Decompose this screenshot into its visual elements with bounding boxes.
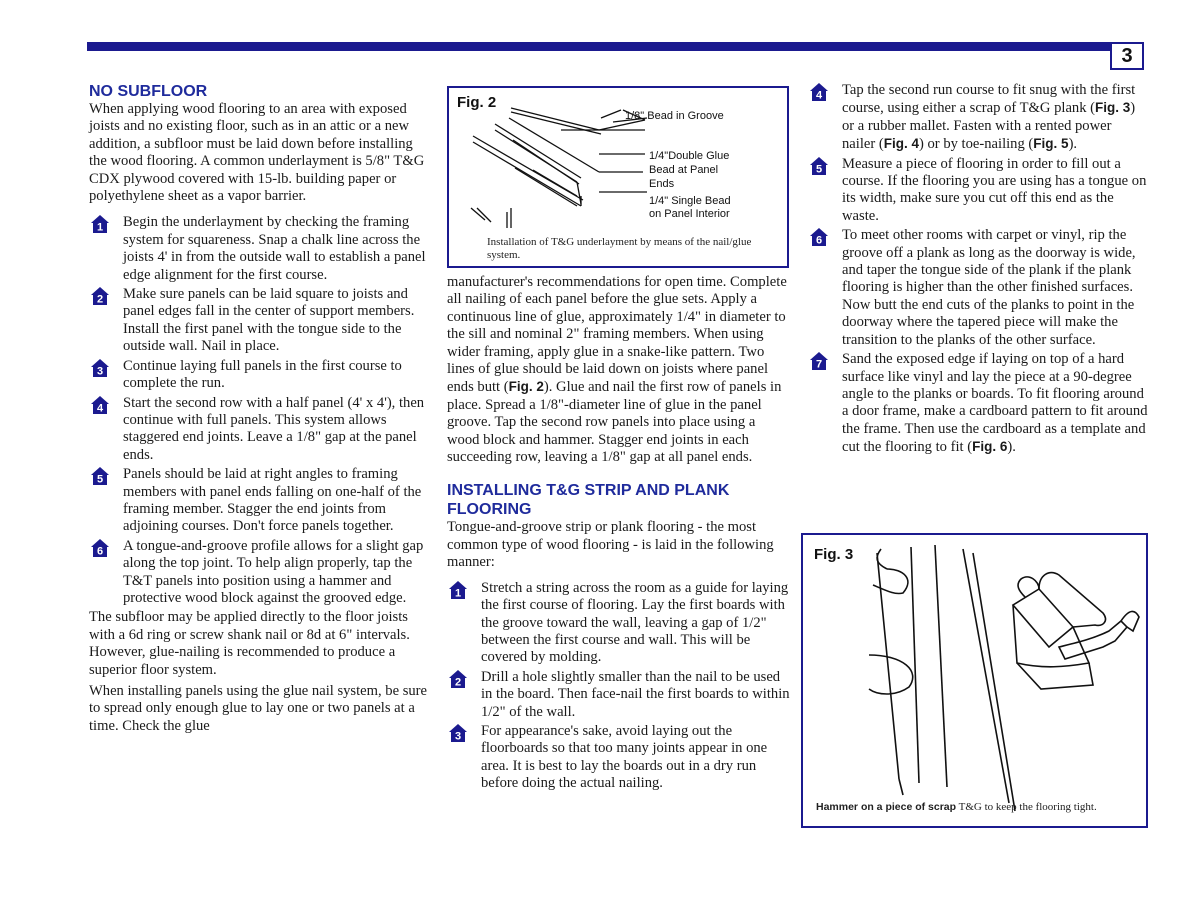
heading-installing-tg: INSTALLING T&G STRIP AND PLANK FLOORING (447, 482, 730, 519)
svg-text:6: 6 (815, 234, 823, 247)
fig-3-reference: Fig. 3 (1095, 100, 1131, 116)
figure-3 (801, 533, 1148, 828)
fig-6-reference: Fig. 6 (972, 439, 1008, 455)
step-2 (447, 669, 790, 721)
column-subfloor (89, 82, 429, 739)
house-number-icon (90, 358, 110, 383)
figure-2-label: Fig. 2 (457, 94, 497, 111)
fig-5-reference: Fig. 5 (1033, 136, 1069, 152)
house-number-icon (809, 351, 829, 376)
step-4 (808, 82, 1148, 154)
house-number-icon (448, 723, 468, 748)
installing-steps (447, 580, 790, 793)
svg-text:2: 2 (454, 676, 462, 689)
svg-text:3: 3 (96, 365, 104, 378)
callout-double-glue-2: Bead at Panel (649, 164, 719, 176)
subfloor-steps (89, 214, 429, 607)
step-text: Make sure panels can be laid square to joists and panel edges fall in the center of support members. Install the first panel with the tongue side to the outside wall. Nail in place. (123, 286, 415, 355)
step-text: Continue laying full panels in the first course to complete the run. (123, 357, 402, 392)
step-text: Drill a hole slightly smaller than the nail to be used in the board. Then face-nail the first boards to within 1/2" of the wall. (481, 668, 790, 720)
header-rule (87, 42, 1110, 51)
step-5-text: Measure a piece of flooring in order to fill out a course. If the flooring you are using has a tongue on its width, make sure you cut off this end as the waste. (842, 155, 1147, 224)
svg-text:4: 4 (96, 402, 104, 414)
callout-single-bead-2: on Panel Interior (649, 208, 730, 220)
step-text: Stretch a string across the room as a guide for laying the first course of flooring. Lay the first boards with the groove toward the wall, leaving a gap of 1/2" between the first course and wall. This will be covered by molding. (481, 579, 789, 666)
step-text: For appearance's sake, avoid laying out the floorboards so that too many joints appear in one area. It is best to lay the boards out in a dry run before doing the actual nailing. (481, 722, 768, 792)
heading-no-subfloor: NO SUBFLOOR (89, 83, 208, 100)
callout-double-glue-1: 1/4"Double Glue (649, 150, 730, 162)
step-4-text-2: ) or a rubber mallet. Fasten with a rented power nailer ( (842, 100, 1136, 153)
house-number-icon (809, 227, 829, 252)
svg-text:5: 5 (815, 163, 823, 176)
hammer-scrap-illustration (803, 535, 1146, 826)
glue-paragraph (447, 274, 790, 466)
svg-text:2: 2 (96, 293, 104, 306)
house-number-icon (90, 395, 110, 420)
subfloor-paragraph-1: The subfloor may be applied directly to the floor joists with a 6d ring or screw shank nail or 8d at 6" intervals. However, glue-nailing is recommended to produce a superior floor system. (89, 609, 410, 678)
house-number-icon (90, 466, 110, 491)
subfloor-intro: When applying wood flooring to an area with exposed joists and no existing floor, such as in an attic or a new addition, a subfloor must be laid down before installing the wood flooring. A common underlayment is 5/8" T&G CDX plywood covered with 15-lb. building paper or polyethylene sheet as a vapor barrier. (89, 101, 425, 205)
figure-2-caption: Installation of T&G underlayment by means of the nail/glue system. (487, 236, 752, 261)
step-text: Begin the underlayment by checking the framing system for squareness. Snap a chalk line across the joists 4' in from the outside wall to establish a panel edge alignment for the first course. (123, 214, 426, 283)
step-3 (89, 358, 429, 393)
step-5 (808, 156, 1148, 226)
callout-bead-in-groove: 1/8" Bead in Groove (625, 110, 724, 122)
step-4-text-1: Tap the second run course to fit snug with the first course, using either a scrap of T&G plank ( (842, 82, 1136, 117)
svg-text:7: 7 (815, 358, 823, 371)
svg-text:4: 4 (815, 89, 823, 102)
fig-2-reference: Fig. 2 (508, 379, 544, 395)
column-installing (447, 274, 790, 795)
house-number-icon (448, 669, 468, 694)
step-1 (447, 580, 790, 667)
step-6-text: To meet other rooms with carpet or vinyl, rip the groove off a plank as long as the doorway is wide, and taper the tongue side of the plank if the plank flooring is higher than the other finished surfaces. Now butt the end cuts of the planks to point in the doorway where the tapered piece will make the transition to the planks of the other surface. (842, 227, 1136, 348)
step-3 (447, 723, 790, 793)
step-6 (808, 227, 1148, 349)
house-number-icon (809, 156, 829, 181)
svg-text:1: 1 (454, 587, 462, 600)
figure-3-caption-rest: T&G to keep the flooring tight. (956, 801, 1097, 813)
installing-intro: Tongue-and-groove strip or plank flooring - the most common type of wood flooring - is laid in the following manner: (447, 519, 774, 571)
figure-3-label: Fig. 3 (814, 546, 854, 563)
step-7-text-1: Sand the exposed edge if laying on top of a hard surface like vinyl and lay the piece at a 90-degree angle to the planks or boards. To fit flooring around a door frame, make a cardboard pattern to fit around the frame. Then use the cardboard as a template and cut the flooring to fit ( (842, 351, 1148, 456)
subfloor-paragraph-2: When installing panels using the glue nail system, be sure to spread only enough glue to lay one or two panels at a time. Check the glue (89, 683, 428, 734)
svg-text:3: 3 (454, 730, 462, 743)
step-text: A tongue-and-groove profile allows for a slight gap along the top joint. To help align properly, tap the T&T panels into position using a hammer and protective wood block against the grooved edge. (123, 537, 424, 606)
step-6 (89, 538, 429, 608)
callout-double-glue-3: Ends (649, 178, 675, 190)
step-7-text-2: ). (1007, 439, 1016, 456)
house-number-icon (809, 82, 829, 107)
column-continued-steps (808, 82, 1148, 459)
figure-2 (447, 86, 789, 268)
step-4 (89, 395, 429, 465)
svg-text:5: 5 (96, 473, 104, 486)
page-number: 3 (1110, 42, 1144, 70)
svg-text:1: 1 (96, 221, 104, 234)
house-number-icon (90, 214, 110, 239)
step-4-text-3: ) or by toe-nailing ( (919, 136, 1034, 153)
step-2 (89, 286, 429, 356)
fig-4-reference: Fig. 4 (883, 136, 919, 152)
figure-3-caption-lead: Hammer on a piece of scrap (816, 801, 957, 813)
callout-single-bead-1: 1/4" Single Bead (649, 195, 731, 207)
glue-paragraph-part-1: manufacturer's recommendations for open time. Complete all nailing of each panel before the glue sets. Apply a continuous line of glue, approximately 1/4" in diameter to the sill and nominal 2" framing members. When using wider framing, apply glue in a snake-like pattern. Two lines of glue should be laid down on joists where panel ends butt ( (447, 274, 787, 396)
figure-3-caption (816, 801, 1146, 814)
svg-text:6: 6 (96, 545, 104, 558)
step-7 (808, 351, 1148, 456)
house-number-icon (90, 538, 110, 563)
step-4-text-4: ). (1068, 136, 1078, 153)
step-text: Start the second row with a half panel (4' x 4'), then continue with full panels. This system allows staggered end joints. Leave a 1/8" gap at the panel ends. (123, 394, 425, 463)
step-text: Panels should be laid at right angles to framing members with panel ends falling on one-half of the framing member. Stagger the end joints from adjoining courses. Don't force panels together. (123, 466, 422, 535)
house-number-icon (90, 286, 110, 311)
glue-paragraph-part-2: ). Glue and nail the first row of panels in place. Spread a 1/8"-diameter line of glue in the panel groove. Tap the second row panels into place using a wood block and hammer. Stagger end joints in each succeeding row, leaving a 1/8" gap at all panel ends. (447, 379, 782, 466)
step-1 (89, 214, 429, 284)
step-5 (89, 466, 429, 536)
house-number-icon (448, 580, 468, 605)
